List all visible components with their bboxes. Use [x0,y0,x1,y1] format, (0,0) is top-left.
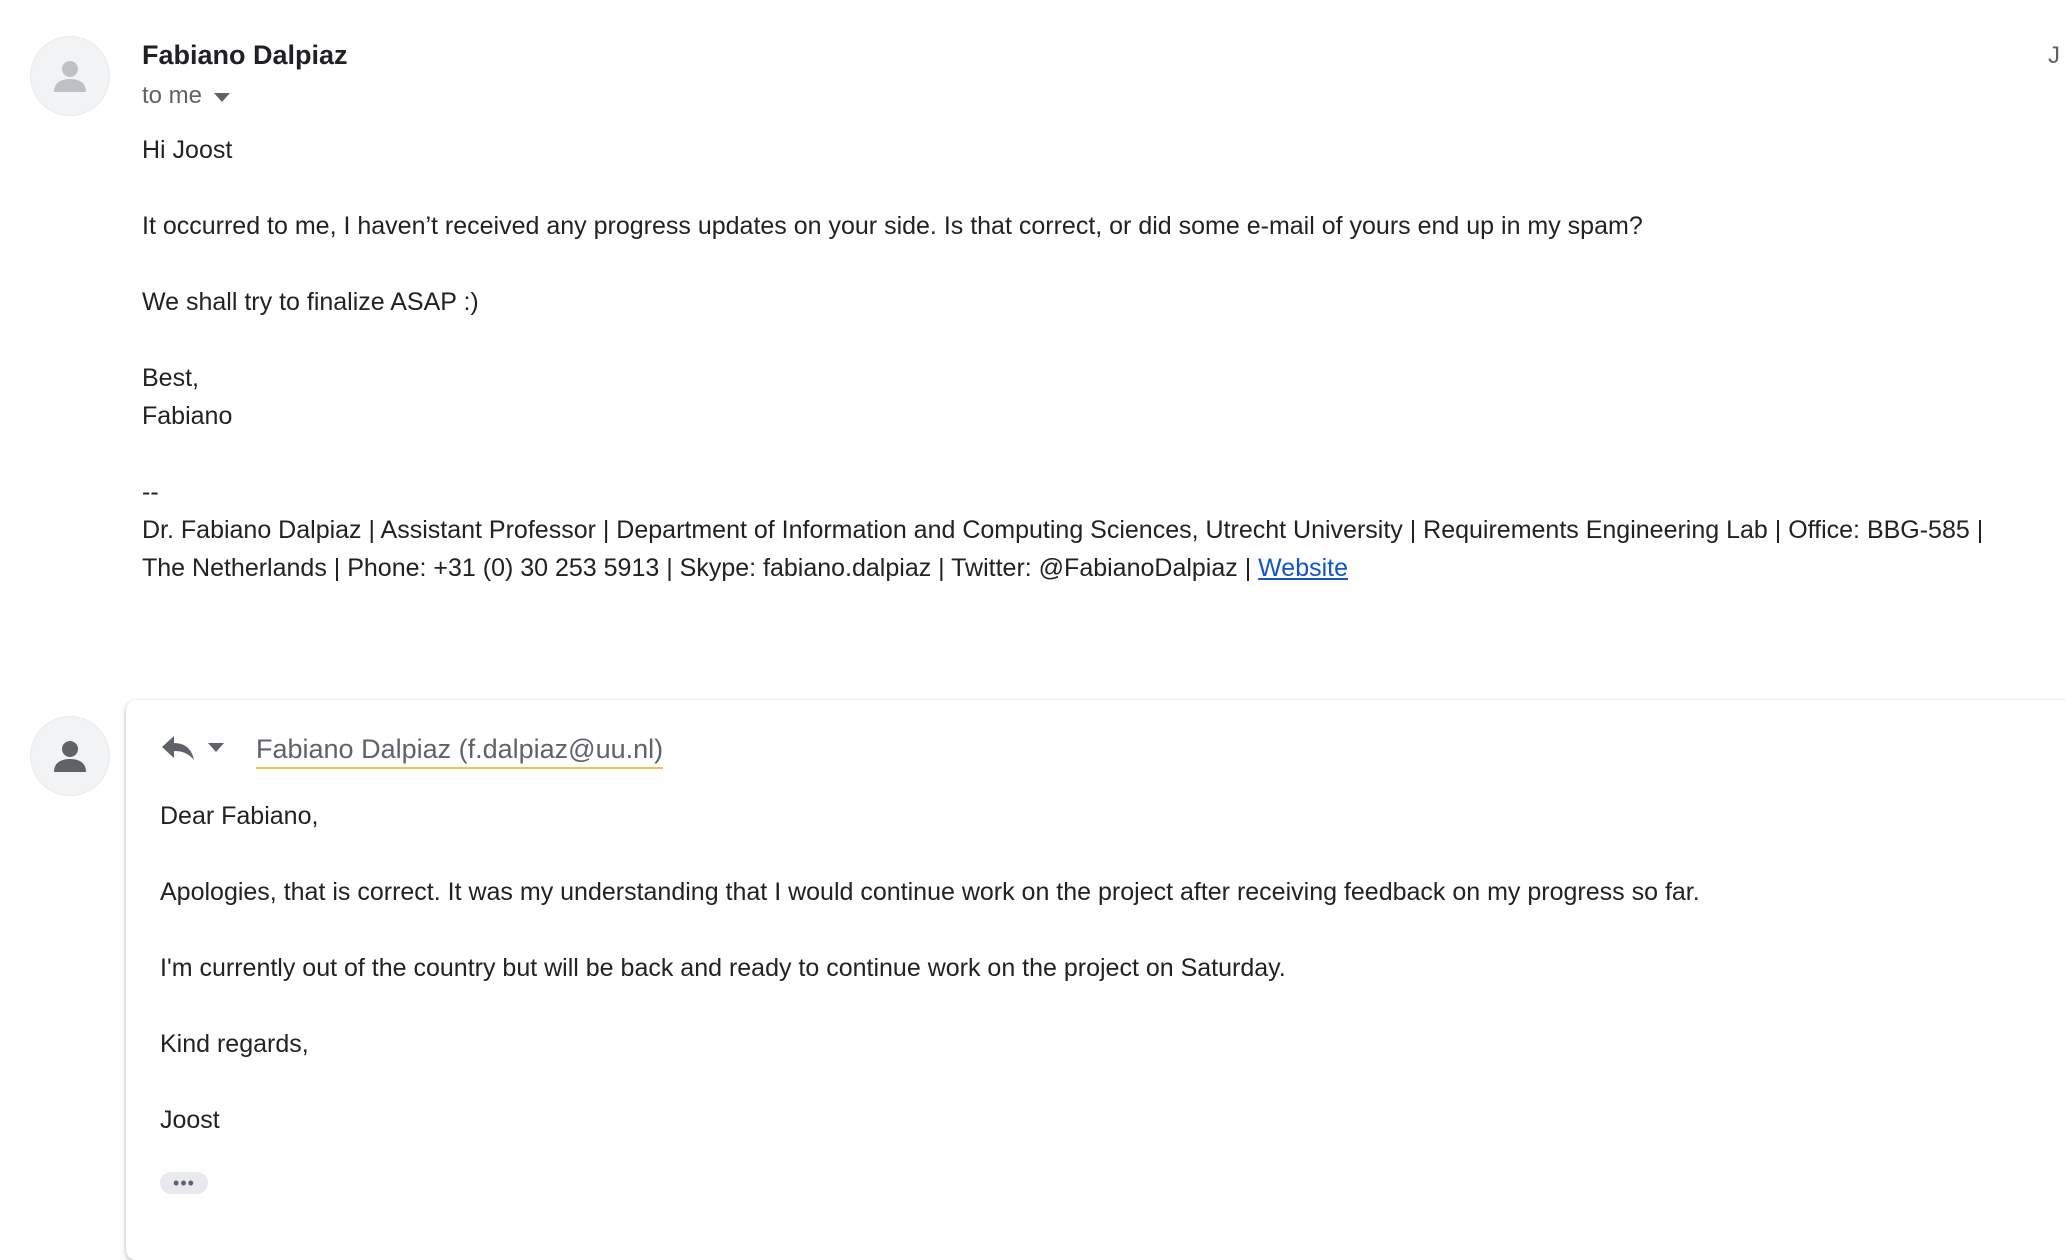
show-trimmed-content-button[interactable]: ••• [160,1172,208,1194]
signature-separator: -- [142,478,159,506]
reply-paragraph[interactable]: Apologies, that is correct. It was my understanding that I would continue work on the project after receiving feedback on my progress so far. [160,878,1700,906]
recipient-label: to me [142,82,203,109]
website-link[interactable]: Website [1258,554,1349,582]
person-icon [50,56,90,96]
body-greeting: Hi Joost [142,136,233,164]
body-paragraph: It occurred to me, I haven’t received any progress updates on your side. Is that correct, or did some e-mail of yours end up in my spam? [142,212,1643,240]
recipient-details[interactable] [142,82,230,110]
body-signoff: Fabiano [142,402,233,430]
person-icon [50,736,90,776]
sender-name[interactable]: Fabiano Dalpiaz [142,40,348,70]
sender-avatar[interactable] [30,36,110,116]
message-date: J [2048,42,2060,69]
signature-contact: The Netherlands | Phone: +31 (0) 30 253 5913 | Skype: fabiano.dalpiaz | Twitter: @FabianoDalpiaz | [142,554,1259,582]
chevron-down-icon[interactable] [214,93,230,102]
reply-type-selector[interactable] [160,732,224,762]
body-paragraph: We shall try to finalize ASAP :) [142,288,479,316]
chevron-down-icon[interactable] [208,743,224,752]
reply-arrow-icon [160,732,196,762]
reply-signoff[interactable]: Joost [160,1106,220,1134]
reply-greeting[interactable]: Dear Fabiano, [160,802,319,830]
reply-avatar [30,716,110,796]
reply-paragraph[interactable]: I'm currently out of the country but will be back and ready to continue work on the project on Saturday. [160,954,1286,982]
signature-line: Dr. Fabiano Dalpiaz | Assistant Professor | Department of Information and Computing Sciences, Utrecht University | Requirements Engineering Lab | Office: BBG-585 | [142,516,1984,544]
body-closing: Best, [142,364,199,392]
signature-line [142,554,1348,583]
reply-recipient[interactable]: Fabiano Dalpiaz (f.dalpiaz@uu.nl) [256,734,663,769]
reply-closing[interactable]: Kind regards, [160,1030,309,1058]
